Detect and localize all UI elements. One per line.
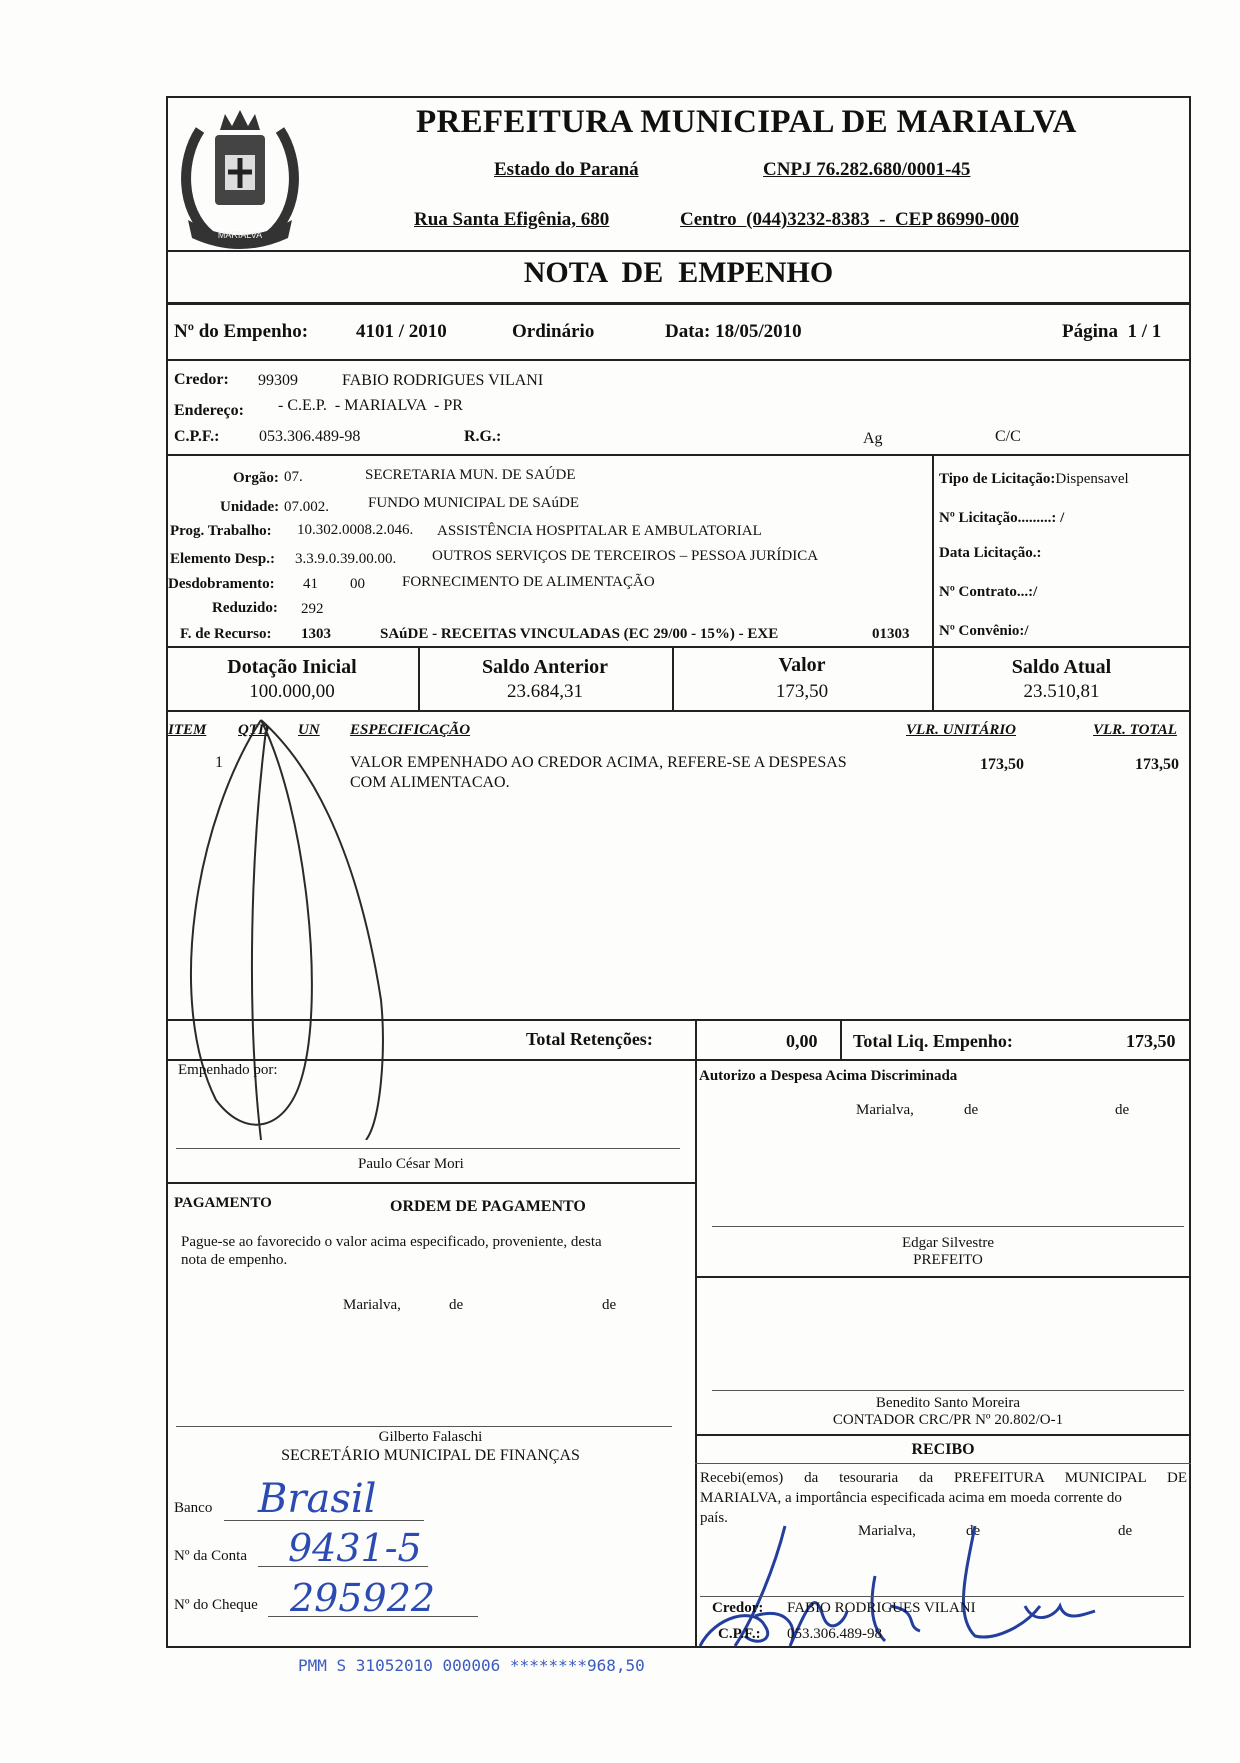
banco-handwritten: Brasil: [258, 1476, 377, 1522]
pagamento-de-2: de: [602, 1297, 617, 1313]
endereco-value: - C.E.P. - MARIALVA - PR: [278, 397, 463, 414]
prefeito-name: Edgar Silvestre: [901, 1235, 995, 1251]
desdob-label: Desdobramento:: [168, 576, 275, 592]
prog-label: Prog. Trabalho:: [170, 523, 272, 539]
empenho-number: 4101 / 2010: [356, 321, 447, 342]
empenho-date: Data: 18/05/2010: [665, 321, 802, 342]
header-state: Estado do Paraná: [494, 159, 639, 180]
pagamento-text: Pague-se ao favorecido o valor acima especificado, proveniente, desta: [181, 1234, 602, 1250]
recibo-city: Marialva,: [858, 1523, 916, 1539]
elemento-name: OUTROS SERVIÇOS DE TERCEIROS – PESSOA JURÍDICA: [432, 548, 819, 564]
contrato-number: Nº Contrato...:/: [939, 584, 1038, 600]
reduzido-value: 292: [301, 601, 324, 617]
desdob-code-2: 00: [350, 576, 365, 592]
saldo-atual-value: 23.510,81: [1023, 681, 1100, 702]
secretario-title: SECRETÁRIO MUNICIPAL DE FINANÇAS: [281, 1447, 580, 1464]
recibo-credor-label: Credor:: [712, 1600, 764, 1616]
unidade-code: 07.002.: [284, 499, 329, 515]
divider: [932, 454, 934, 648]
footer-stamp: PMM S 31052010 000006 ********968,50: [298, 1656, 645, 1675]
credor-code: 99309: [258, 372, 298, 389]
reduzido-label: Reduzido:: [212, 600, 278, 616]
recibo-cpf-value: 053.306.489-98: [787, 1626, 882, 1642]
signature-line: [712, 1226, 1184, 1227]
divider: [166, 1182, 695, 1184]
pagamento-label: PAGAMENTO: [174, 1195, 272, 1211]
prefeito-title: PREFEITO: [913, 1252, 983, 1268]
recibo-cpf-label: C.P.F.:: [718, 1626, 761, 1642]
municipal-crest-icon: [170, 100, 310, 250]
retencoes-value: 0,00: [786, 1031, 818, 1051]
recibo-text-3: país.: [700, 1510, 728, 1526]
desdob-code-1: 41: [303, 576, 318, 592]
recibo-title: RECIBO: [911, 1441, 975, 1458]
prog-name: ASSISTÊNCIA HOSPITALAR E AMBULATORIAL: [437, 523, 762, 539]
autorizo-de-2: de: [1115, 1102, 1130, 1118]
empenhado-name: Paulo César Mori: [358, 1156, 464, 1172]
prog-code: 10.302.0008.2.046.: [297, 522, 414, 538]
item-total-value: 173,50: [1135, 756, 1179, 773]
licitacao-date: Data Licitação.:: [939, 545, 1042, 561]
credor-label: Credor:: [174, 371, 229, 388]
cpf-value: 053.306.489-98: [259, 428, 361, 445]
liq-empenho-label: Total Liq. Empenho:: [853, 1031, 1013, 1051]
doc-title: NOTA DE EMPENHO: [523, 256, 834, 289]
signature-line: [700, 1596, 1184, 1597]
svg-text:MARIALVA: MARIALVA: [217, 230, 263, 240]
ordem-pagamento-title: ORDEM DE PAGAMENTO: [390, 1198, 586, 1215]
divider: [695, 1019, 697, 1059]
divider: [166, 250, 1191, 252]
recurso-code: 1303: [301, 626, 331, 642]
recurso-name: SAúDE - RECEITAS VINCULADAS (EC 29/00 - 15%) - EXE: [380, 626, 779, 642]
saldo-anterior-label: Saldo Anterior: [481, 656, 609, 678]
valor-value: 173,50: [775, 681, 829, 702]
orgao-code: 07.: [284, 469, 303, 485]
header-cnpj: CNPJ 76.282.680/0001-45: [763, 159, 971, 180]
dotacao-label: Dotação Inicial: [227, 656, 357, 678]
divider: [166, 454, 1191, 456]
cheque-label: Nº do Cheque: [174, 1597, 258, 1613]
divider: [695, 1276, 1191, 1278]
dotacao-value: 100.000,00: [249, 681, 335, 702]
conta-handwritten: 9431-5: [288, 1526, 422, 1570]
unidade-label: Unidade:: [220, 499, 280, 515]
banco-label: Banco: [174, 1500, 213, 1516]
item-description: VALOR EMPENHADO AO CREDOR ACIMA, REFERE-SE A DESPESAS: [350, 754, 847, 771]
convenio-number: Nº Convênio:/: [939, 623, 1029, 639]
orgao-label: Orgão:: [233, 470, 279, 486]
col-header-vlr-total: VLR. TOTAL: [1093, 722, 1177, 738]
divider: [840, 1019, 842, 1059]
divider: [166, 359, 1191, 361]
orgao-name: SECRETARIA MUN. DE SAÚDE: [365, 467, 576, 483]
pagamento-text-2: nota de empenho.: [181, 1252, 288, 1268]
contador-title: CONTADOR CRC/PR Nº 20.802/O-1: [832, 1412, 1064, 1428]
autorizo-de-1: de: [964, 1102, 979, 1118]
recibo-de-2: de: [1118, 1523, 1133, 1539]
autorizo-label: Autorizo a Despesa Acima Discriminada: [699, 1068, 958, 1084]
divider: [166, 646, 1191, 648]
conta-label: Nº da Conta: [174, 1548, 247, 1564]
unidade-name: FUNDO MUNICIPAL DE SAúDE: [368, 495, 579, 511]
page-number: Página 1 / 1: [1062, 321, 1162, 342]
recibo-text-2: MARIALVA, a importância especificada acima em moeda corrente do: [700, 1490, 1122, 1506]
rg-label: R.G.:: [464, 428, 502, 445]
item-description-2: COM ALIMENTACAO.: [350, 774, 510, 791]
licitacao-type: Tipo de Licitação:Dispensavel: [939, 471, 1129, 487]
pagamento-de-1: de: [449, 1297, 464, 1313]
divider: [695, 1434, 1191, 1436]
recibo-de-1: de: [966, 1523, 981, 1539]
autorizo-city: Marialva,: [856, 1102, 914, 1118]
header-address-2: Centro (044)3232-8383 - CEP 86990-000: [680, 209, 1019, 230]
item-unit-value: 173,50: [980, 756, 1024, 773]
retencoes-label: Total Retenções:: [526, 1029, 653, 1049]
elemento-code: 3.3.9.0.39.00.00.: [295, 551, 397, 567]
credor-name: FABIO RODRIGUES VILANI: [342, 372, 544, 389]
divider: [166, 1019, 1191, 1021]
signature-line: [712, 1390, 1184, 1391]
desdob-name: FORNECIMENTO DE ALIMENTAÇÃO: [402, 574, 655, 590]
cpf-label: C.P.F.:: [174, 428, 220, 445]
col-header-item: ITEM: [168, 722, 207, 738]
col-header-un: UN: [298, 722, 320, 738]
divider: [166, 302, 1191, 305]
col-header-vlr-unitario: VLR. UNITÁRIO: [906, 722, 1017, 738]
saldo-atual-label: Saldo Atual: [1011, 656, 1112, 678]
endereco-label: Endereço:: [174, 402, 244, 419]
col-header-especificacao: ESPECIFICAÇÃO: [350, 722, 471, 738]
saldo-anterior-value: 23.684,31: [507, 681, 583, 702]
signature-line: [176, 1426, 672, 1427]
header-address: Rua Santa Efigênia, 680: [414, 209, 610, 230]
licitacao-number: Nº Licitação.........: /: [939, 510, 1065, 526]
contador-name: Benedito Santo Moreira: [875, 1395, 1021, 1411]
empenho-type: Ordinário: [512, 321, 595, 342]
empenhado-label: Empenhado por:: [178, 1062, 278, 1078]
signature-line: [176, 1148, 680, 1149]
secretario-name: Gilberto Falaschi: [378, 1429, 483, 1445]
recurso-code-2: 01303: [872, 626, 910, 642]
ag-label: Ag: [863, 430, 883, 447]
liq-empenho-value: 173,50: [1126, 1031, 1176, 1051]
divider: [695, 1463, 1191, 1464]
divider: [166, 1059, 1191, 1061]
creditor-signature: [695, 1506, 1155, 1652]
cc-label: C/C: [995, 428, 1021, 445]
item-number: 1: [215, 754, 223, 771]
recibo-text: Recebi(emos) da tesouraria da PREFEITURA MUNICIPAL DE: [700, 1470, 1187, 1486]
col-header-qtd: QTD: [238, 722, 269, 738]
header-title: PREFEITURA MUNICIPAL DE MARIALVA: [416, 104, 1077, 140]
recurso-label: F. de Recurso:: [180, 626, 272, 642]
pagamento-city: Marialva,: [343, 1297, 401, 1313]
recibo-credor-name: FABIO RODRIGUES VILANI: [787, 1600, 976, 1616]
empenho-number-label: Nº do Empenho:: [174, 321, 309, 342]
cheque-handwritten: 295922: [290, 1576, 436, 1620]
elemento-label: Elemento Desp.:: [170, 551, 275, 567]
valor-label: Valor: [778, 654, 826, 676]
